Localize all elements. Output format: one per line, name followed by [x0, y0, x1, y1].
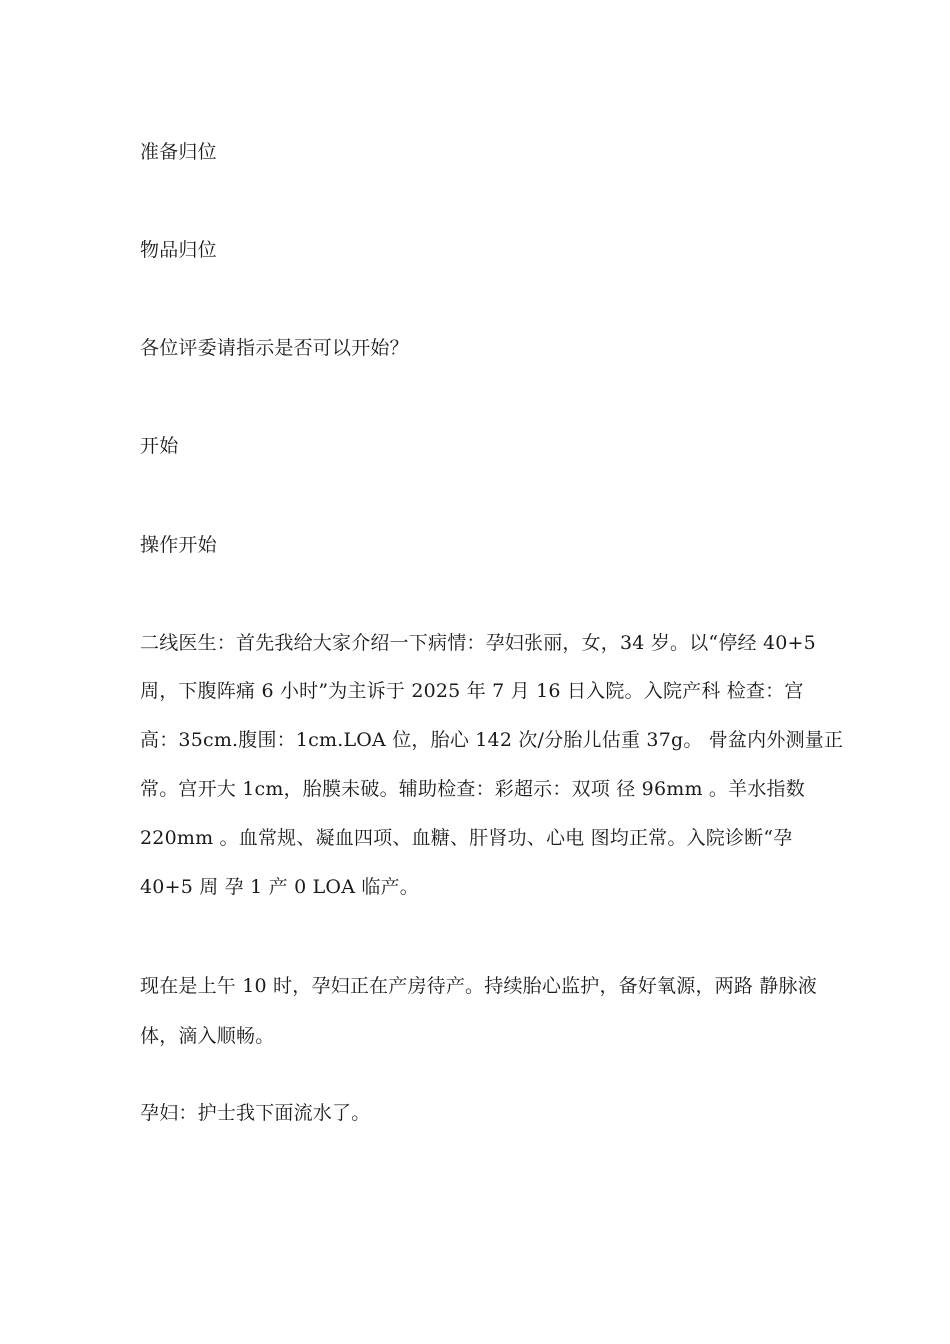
case-paragraph-line-3: 高：35cm.腹围：1cm.LOA 位，胎心 142 次/分胎儿估重 37g。 骨盆内外测量正	[140, 729, 844, 751]
case-paragraph-line-6: 40+5 周 孕 1 产 0 LOA 临产。	[140, 876, 419, 898]
case-paragraph-line-1: 二线医生：首先我给大家介绍一下病情：孕妇张丽，女，34 岁。以“停经 40+5	[140, 632, 816, 654]
case-paragraph-line-2: 周，下腹阵痛 6 小时”为主诉于 2025 年 7 月 16 日入院。入院产科 检查：宫	[140, 680, 804, 702]
patient-dialogue: 孕妇：护士我下面流水了。	[140, 1102, 371, 1124]
line-judges-instruction: 各位评委请指示是否可以开始？	[140, 337, 409, 359]
line-start: 开始	[140, 435, 179, 457]
case-paragraph-line-5: 220mm 。血常规、凝血四项、血糖、肝肾功、心电 图均正常。入院诊断“孕	[140, 827, 793, 849]
line-items-return: 物品归位	[140, 239, 217, 261]
status-paragraph-line-2: 体，滴入顺畅。	[140, 1025, 275, 1047]
case-paragraph-line-4: 常。宫开大 1cm，胎膜未破。辅助检查：彩超示：双项 径 96mm 。羊水指数	[140, 778, 805, 800]
status-paragraph-line-1: 现在是上午 10 时，孕妇正在产房待产。持续胎心监护，备好氧源，两路 静脉液	[140, 975, 817, 997]
line-prepare-return: 准备归位	[140, 141, 217, 163]
line-operation-start: 操作开始	[140, 534, 217, 556]
